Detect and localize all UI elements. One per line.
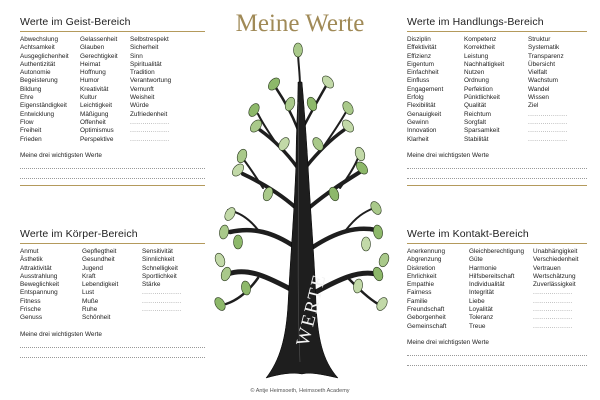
favorites-label: Meine drei wichtigsten Werte <box>407 151 489 159</box>
values-column <box>82 248 142 323</box>
tree-leaf <box>277 136 292 153</box>
value-item: Ausstrahlung <box>20 272 58 280</box>
blank-value-line[interactable]: ................... <box>142 297 182 305</box>
values-column <box>407 248 469 331</box>
value-item: Gesundheit <box>82 256 115 264</box>
value-item: Stärke <box>142 281 161 289</box>
value-item: Wertschätzung <box>533 272 576 280</box>
value-item: Verschiedenheit <box>533 256 579 264</box>
value-item: Wandel <box>528 85 550 93</box>
value-item: Korrektheit <box>464 44 495 52</box>
blank-value-line[interactable]: ................... <box>130 135 170 143</box>
tree-leaf <box>327 186 340 202</box>
blank-value-line[interactable]: ................... <box>533 322 573 330</box>
value-item: Übersicht <box>528 60 555 68</box>
values-columns <box>20 36 205 144</box>
favorites-line[interactable] <box>20 169 205 179</box>
value-item: Vielfalt <box>528 69 548 77</box>
heading-rule <box>20 31 205 32</box>
values-columns <box>407 36 587 144</box>
value-item: Ruhe <box>82 306 98 314</box>
value-item: Ästhetik <box>20 256 43 264</box>
value-item: Attraktivität <box>20 264 52 272</box>
tree-leaf <box>213 252 226 268</box>
value-item: Würde <box>130 102 149 110</box>
quadrant-heading: Werte im Körper-Bereich <box>20 228 138 240</box>
quadrant-handlung <box>407 16 587 190</box>
tree-leaf <box>369 200 384 217</box>
value-item: Genauigkeit <box>407 110 442 118</box>
value-item: Eigentum <box>407 60 434 68</box>
values-columns <box>20 248 205 323</box>
value-item: Sportlichkeit <box>142 272 177 280</box>
blank-value-line[interactable]: ................... <box>130 127 170 135</box>
value-item: Achtsamkeit <box>20 44 55 52</box>
value-item: Kultur <box>80 94 97 102</box>
values-column <box>20 248 82 323</box>
value-item: Erfolg <box>407 94 424 102</box>
value-item: Nachhaltigkeit <box>464 60 505 68</box>
value-item: Gelassenheit <box>80 36 118 43</box>
value-item: Perfektion <box>464 85 493 93</box>
value-item: Frische <box>20 306 41 314</box>
tree-leaf <box>362 237 371 251</box>
values-column <box>464 36 528 144</box>
tree-leaf <box>353 146 366 162</box>
value-item: Empathie <box>407 281 434 289</box>
value-item: Fairness <box>407 289 432 297</box>
tree-leaf <box>266 76 282 93</box>
value-item: Hoffnung <box>80 69 106 77</box>
value-item: Wissen <box>528 94 549 102</box>
values-columns <box>407 248 587 331</box>
value-item: Flexibilität <box>407 102 436 110</box>
value-item: Mäßigung <box>80 110 109 118</box>
blank-value-line[interactable]: ................... <box>533 289 573 297</box>
blank-value-line[interactable]: ................... <box>528 110 568 118</box>
tree-leaf <box>235 148 248 164</box>
value-item: Harmonie <box>469 264 497 272</box>
favorites-line[interactable] <box>20 159 205 169</box>
value-item: Humor <box>80 77 100 85</box>
value-item: Lebendigkeit <box>82 281 119 289</box>
value-item: Anmut <box>20 248 39 255</box>
value-item: Struktur <box>528 36 551 43</box>
blank-value-line[interactable]: ................... <box>142 289 182 297</box>
blank-value-line[interactable]: ................... <box>528 127 568 135</box>
favorites-label: Meine drei wichtigsten Werte <box>407 338 489 346</box>
value-item: Geborgenheit <box>407 314 446 322</box>
blank-value-line[interactable]: ................... <box>142 306 182 314</box>
heading-rule <box>407 31 587 32</box>
values-column <box>528 36 586 144</box>
value-item: Treue <box>469 322 486 330</box>
tree-leaf <box>213 296 228 313</box>
value-item: Sensitivität <box>142 248 173 255</box>
value-item: Ausgeglichenheit <box>20 52 69 60</box>
value-item: Einfachheit <box>407 69 439 77</box>
favorites-line[interactable] <box>407 356 587 366</box>
value-item: Lust <box>82 289 95 297</box>
heading-rule <box>20 243 205 244</box>
value-item: Individualität <box>469 281 505 289</box>
values-column <box>407 36 464 144</box>
tree-leaf <box>219 266 232 282</box>
value-item: Güte <box>469 256 483 264</box>
value-item: Bildung <box>20 85 42 93</box>
value-item: Ehrlichkeit <box>407 272 437 280</box>
value-item: Vertrauen <box>533 264 561 272</box>
value-item: Engagement <box>407 85 444 93</box>
tree-branch <box>348 278 378 304</box>
value-item: Autonomie <box>20 69 51 77</box>
values-column <box>80 36 130 144</box>
value-item: Effektivität <box>407 44 437 52</box>
blank-value-line[interactable]: ................... <box>528 135 568 143</box>
value-item: Authentizität <box>20 60 56 68</box>
favorites-line[interactable] <box>20 348 205 358</box>
value-item: Disziplin <box>407 36 431 43</box>
tree-leaf <box>372 224 383 239</box>
value-item: Heimat <box>80 60 101 68</box>
value-item: Frieden <box>20 135 42 143</box>
value-item: Diskretion <box>407 264 436 272</box>
value-item: Fitness <box>20 297 41 305</box>
value-item: Genuss <box>20 314 43 322</box>
value-item: Kreativität <box>80 85 109 93</box>
value-item: Eigenständigkeit <box>20 102 67 110</box>
quadrant-geist <box>20 16 205 190</box>
value-item: Anerkennung <box>407 248 446 255</box>
value-item: Unabhängigkeit <box>533 248 578 255</box>
value-item: Spiritualität <box>130 60 162 68</box>
tree-branch <box>260 130 297 167</box>
tree-leaf <box>223 206 238 223</box>
value-item: Sorgfalt <box>464 118 487 126</box>
value-item: Zuverlässigkeit <box>533 281 576 289</box>
value-item: Kompetenz <box>464 36 497 43</box>
value-item: Begeisterung <box>20 77 58 85</box>
value-item: Sicherheit <box>130 44 159 52</box>
value-item: Zufriedenheit <box>130 110 168 118</box>
section-rule <box>20 185 205 186</box>
blank-value-line[interactable]: ................... <box>533 314 573 322</box>
value-item: Hilfsbereitschaft <box>469 272 515 280</box>
value-item: Transparenz <box>528 52 564 60</box>
quadrant-kontakt <box>407 228 587 366</box>
value-item: Integrität <box>469 289 494 297</box>
value-item: Leistung <box>464 52 489 60</box>
value-item: Effizienz <box>407 52 432 60</box>
section-rule <box>407 185 587 186</box>
value-item: Gemeinschaft <box>407 322 447 330</box>
value-item: Perspektive <box>80 135 114 143</box>
value-item: Loyalität <box>469 306 493 314</box>
value-item: Ehre <box>20 94 34 102</box>
value-item: Gerechtigkeit <box>80 52 118 60</box>
value-item: Liebe <box>469 297 485 305</box>
tree-leaf <box>234 235 243 249</box>
values-column <box>20 36 80 144</box>
blank-value-line[interactable]: ................... <box>130 118 170 126</box>
tree-branch <box>228 272 296 292</box>
value-item: Ziel <box>528 102 539 110</box>
tree-leaf <box>283 96 296 112</box>
value-item: Systematik <box>528 44 560 52</box>
tree-illustration <box>198 42 398 384</box>
values-column <box>142 248 202 323</box>
value-item: Pünktlichkeit <box>464 94 500 102</box>
tree-branch <box>306 130 344 167</box>
value-item: Sparsamkeit <box>464 127 500 135</box>
value-item: Glauben <box>80 44 105 52</box>
favorites-label: Meine drei wichtigsten Werte <box>20 151 102 159</box>
value-item: Optimismus <box>80 127 114 135</box>
favorites-label: Meine drei wichtigsten Werte <box>20 330 102 338</box>
value-item: Wachstum <box>528 77 558 85</box>
heading-rule <box>407 243 587 244</box>
value-item: Sinnlichkeit <box>142 256 175 264</box>
value-item: Gepflegtheit <box>82 248 117 255</box>
blank-value-line[interactable]: ................... <box>533 297 573 305</box>
value-item: Kraft <box>82 272 96 280</box>
value-item: Abwechslung <box>20 36 59 43</box>
favorites-line[interactable] <box>407 169 587 179</box>
value-item: Schönheit <box>82 314 111 322</box>
value-item: Beweglichkeit <box>20 281 60 289</box>
quadrant-heading: Werte im Geist-Bereich <box>20 16 131 28</box>
value-item: Stabilität <box>464 135 489 143</box>
value-item: Innovation <box>407 127 437 135</box>
blank-value-line[interactable]: ................... <box>533 306 573 314</box>
tree-branch <box>346 208 374 230</box>
quadrant-heading: Werte im Handlungs-Bereich <box>407 16 544 28</box>
favorites-line[interactable] <box>407 159 587 169</box>
value-item: Weisheit <box>130 94 155 102</box>
value-item: Freundschaft <box>407 306 445 314</box>
value-item: Einfluss <box>407 77 430 85</box>
value-item: Nutzen <box>464 69 485 77</box>
values-column <box>130 36 190 144</box>
tree-leaf <box>240 280 251 295</box>
value-item: Entspannung <box>20 289 58 297</box>
value-item: Sinn <box>130 52 143 60</box>
tree-leaf <box>305 96 318 112</box>
tree-word: WERTE <box>292 271 331 349</box>
value-item: Abgrenzung <box>407 256 442 264</box>
value-item: Jugend <box>82 264 103 272</box>
favorites-line[interactable] <box>407 346 587 356</box>
value-item: Schnelligkeit <box>142 264 178 272</box>
tree-leaf <box>371 266 384 282</box>
value-item: Muße <box>82 297 99 305</box>
blank-value-line[interactable]: ................... <box>528 118 568 126</box>
value-item: Qualität <box>464 102 487 110</box>
values-column <box>469 248 533 331</box>
value-item: Gewinn <box>407 118 429 126</box>
value-item: Toleranz <box>469 314 494 322</box>
tree-leaf <box>218 224 229 239</box>
value-item: Gleichberechtigung <box>469 248 525 255</box>
tree-leaf <box>320 74 336 91</box>
value-item: Selbstrespekt <box>130 36 169 43</box>
favorites-line[interactable] <box>20 338 205 348</box>
value-item: Leichtigkeit <box>80 102 112 110</box>
tree-leaf <box>377 252 390 268</box>
value-item: Entwicklung <box>20 110 55 118</box>
value-item: Vernunft <box>130 85 154 93</box>
values-column <box>533 248 587 331</box>
value-item: Reichtum <box>464 110 491 118</box>
value-item: Flow <box>20 118 34 126</box>
value-item: Familie <box>407 297 428 305</box>
value-item: Offenheit <box>80 118 106 126</box>
value-item: Verantwortung <box>130 77 172 85</box>
quadrant-heading: Werte im Kontakt-Bereich <box>407 228 529 240</box>
value-item: Tradition <box>130 69 155 77</box>
value-item: Freiheit <box>20 127 42 135</box>
value-item: Klarheit <box>407 135 429 143</box>
tree-leaf <box>294 43 303 57</box>
tree-leaf <box>375 296 390 313</box>
tree-leaf <box>341 100 356 117</box>
quadrant-koerper <box>20 228 205 358</box>
value-item: Ordnung <box>464 77 489 85</box>
page-title: Meine Werte <box>235 10 365 37</box>
copyright-note: © Antje Heimsoeth, Heimsoeth Academy <box>250 388 350 394</box>
